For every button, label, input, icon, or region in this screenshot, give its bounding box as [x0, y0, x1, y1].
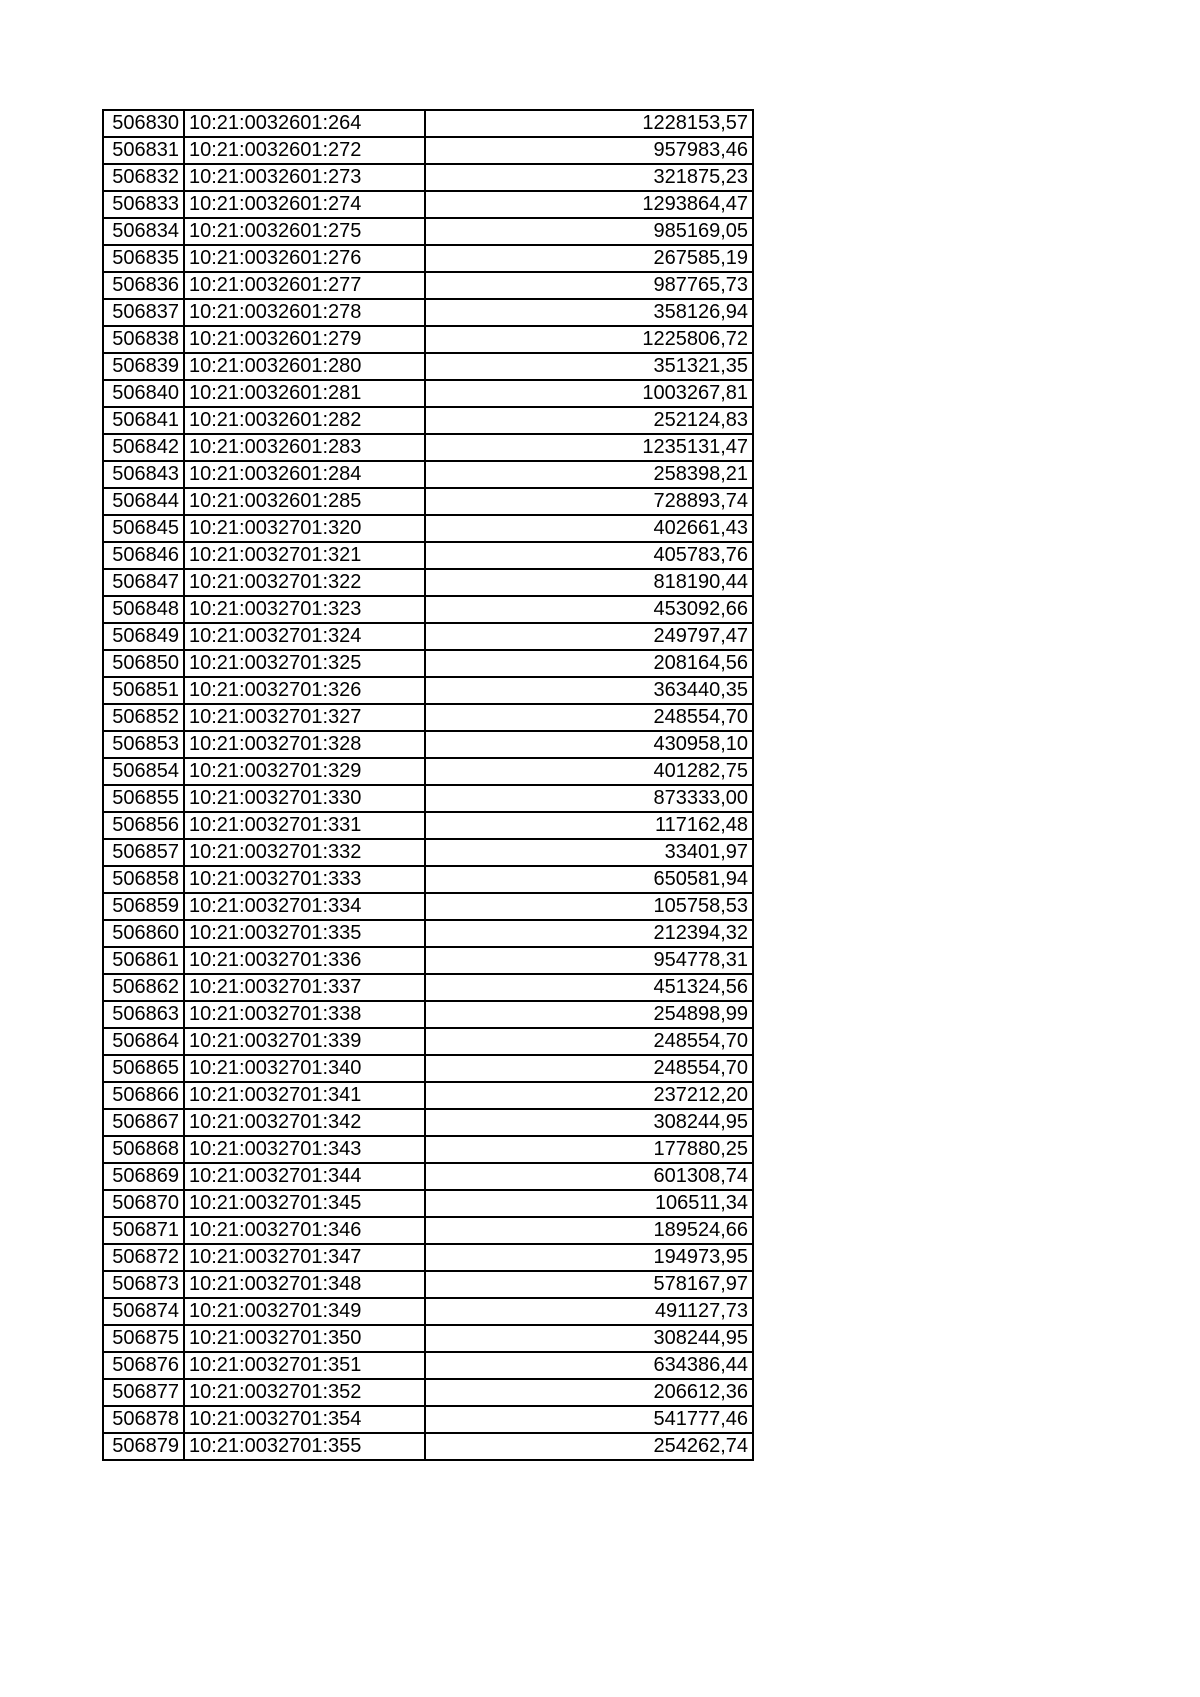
row-number-cell: 506865	[103, 1055, 184, 1082]
cadastral-number-cell: 10:21:0032701:348	[184, 1271, 425, 1298]
row-number-cell: 506831	[103, 137, 184, 164]
row-number-cell: 506838	[103, 326, 184, 353]
table-row	[103, 785, 753, 812]
cadastral-number-cell: 10:21:0032601:264	[184, 110, 425, 137]
row-number-cell: 506848	[103, 596, 184, 623]
row-number-cell: 506859	[103, 893, 184, 920]
table-row	[103, 650, 753, 677]
value-cell: 248554,70	[425, 1028, 753, 1055]
value-cell: 451324,56	[425, 974, 753, 1001]
row-number-cell: 506868	[103, 1136, 184, 1163]
row-number-cell: 506834	[103, 218, 184, 245]
row-number-cell: 506837	[103, 299, 184, 326]
table-body	[103, 110, 753, 1460]
table-row	[103, 380, 753, 407]
value-cell: 358126,94	[425, 299, 753, 326]
row-number-cell: 506871	[103, 1217, 184, 1244]
table-row	[103, 731, 753, 758]
cadastral-number-cell: 10:21:0032601:281	[184, 380, 425, 407]
cadastral-number-cell: 10:21:0032701:344	[184, 1163, 425, 1190]
row-number-cell: 506844	[103, 488, 184, 515]
value-cell: 1228153,57	[425, 110, 753, 137]
cadastral-number-cell: 10:21:0032701:332	[184, 839, 425, 866]
value-cell: 117162,48	[425, 812, 753, 839]
value-cell: 1003267,81	[425, 380, 753, 407]
cadastral-number-cell: 10:21:0032601:276	[184, 245, 425, 272]
row-number-cell: 506839	[103, 353, 184, 380]
row-number-cell: 506851	[103, 677, 184, 704]
value-cell: 254262,74	[425, 1433, 753, 1460]
table-row	[103, 1055, 753, 1082]
table-row	[103, 110, 753, 137]
value-cell: 308244,95	[425, 1325, 753, 1352]
value-cell: 189524,66	[425, 1217, 753, 1244]
table-row	[103, 353, 753, 380]
row-number-cell: 506857	[103, 839, 184, 866]
cadastral-number-cell: 10:21:0032701:322	[184, 569, 425, 596]
cadastral-number-cell: 10:21:0032701:347	[184, 1244, 425, 1271]
table-row	[103, 1379, 753, 1406]
value-cell: 248554,70	[425, 1055, 753, 1082]
cadastral-number-cell: 10:21:0032701:331	[184, 812, 425, 839]
table-row	[103, 677, 753, 704]
cadastral-value-table	[102, 109, 754, 1461]
row-number-cell: 506878	[103, 1406, 184, 1433]
row-number-cell: 506845	[103, 515, 184, 542]
cadastral-number-cell: 10:21:0032601:282	[184, 407, 425, 434]
cadastral-number-cell: 10:21:0032701:320	[184, 515, 425, 542]
row-number-cell: 506836	[103, 272, 184, 299]
cadastral-number-cell: 10:21:0032701:350	[184, 1325, 425, 1352]
table-row	[103, 1082, 753, 1109]
table-row	[103, 1028, 753, 1055]
cadastral-number-cell: 10:21:0032701:324	[184, 623, 425, 650]
cadastral-number-cell: 10:21:0032701:330	[184, 785, 425, 812]
table-row	[103, 1244, 753, 1271]
table-row	[103, 1001, 753, 1028]
row-number-cell: 506869	[103, 1163, 184, 1190]
row-number-cell: 506863	[103, 1001, 184, 1028]
table-row	[103, 407, 753, 434]
value-cell: 177880,25	[425, 1136, 753, 1163]
table-row	[103, 974, 753, 1001]
value-cell: 267585,19	[425, 245, 753, 272]
cadastral-number-cell: 10:21:0032701:337	[184, 974, 425, 1001]
value-cell: 578167,97	[425, 1271, 753, 1298]
table-row	[103, 947, 753, 974]
value-cell: 634386,44	[425, 1352, 753, 1379]
table-row	[103, 164, 753, 191]
value-cell: 105758,53	[425, 893, 753, 920]
row-number-cell: 506854	[103, 758, 184, 785]
row-number-cell: 506873	[103, 1271, 184, 1298]
value-cell: 248554,70	[425, 704, 753, 731]
value-cell: 985169,05	[425, 218, 753, 245]
value-cell: 212394,32	[425, 920, 753, 947]
value-cell: 208164,56	[425, 650, 753, 677]
row-number-cell: 506855	[103, 785, 184, 812]
cadastral-number-cell: 10:21:0032701:351	[184, 1352, 425, 1379]
row-number-cell: 506872	[103, 1244, 184, 1271]
value-cell: 33401,97	[425, 839, 753, 866]
table-row	[103, 839, 753, 866]
table-row	[103, 218, 753, 245]
cadastral-number-cell: 10:21:0032701:343	[184, 1136, 425, 1163]
value-cell: 206612,36	[425, 1379, 753, 1406]
row-number-cell: 506830	[103, 110, 184, 137]
cadastral-number-cell: 10:21:0032701:338	[184, 1001, 425, 1028]
value-cell: 106511,34	[425, 1190, 753, 1217]
table-row	[103, 1433, 753, 1460]
cadastral-number-cell: 10:21:0032701:354	[184, 1406, 425, 1433]
table-row	[103, 272, 753, 299]
row-number-cell: 506866	[103, 1082, 184, 1109]
cadastral-number-cell: 10:21:0032701:352	[184, 1379, 425, 1406]
cadastral-number-cell: 10:21:0032601:278	[184, 299, 425, 326]
value-cell: 453092,66	[425, 596, 753, 623]
row-number-cell: 506870	[103, 1190, 184, 1217]
row-number-cell: 506832	[103, 164, 184, 191]
cadastral-number-cell: 10:21:0032601:272	[184, 137, 425, 164]
row-number-cell: 506852	[103, 704, 184, 731]
cadastral-number-cell: 10:21:0032701:341	[184, 1082, 425, 1109]
row-number-cell: 506847	[103, 569, 184, 596]
value-cell: 258398,21	[425, 461, 753, 488]
row-number-cell: 506879	[103, 1433, 184, 1460]
table-row	[103, 758, 753, 785]
row-number-cell: 506835	[103, 245, 184, 272]
cadastral-number-cell: 10:21:0032701:326	[184, 677, 425, 704]
table-row	[103, 1271, 753, 1298]
row-number-cell: 506858	[103, 866, 184, 893]
value-cell: 873333,00	[425, 785, 753, 812]
row-number-cell: 506860	[103, 920, 184, 947]
row-number-cell: 506849	[103, 623, 184, 650]
table-row	[103, 1325, 753, 1352]
row-number-cell: 506876	[103, 1352, 184, 1379]
cadastral-number-cell: 10:21:0032601:284	[184, 461, 425, 488]
table-row	[103, 623, 753, 650]
cadastral-number-cell: 10:21:0032601:273	[184, 164, 425, 191]
cadastral-number-cell: 10:21:0032601:280	[184, 353, 425, 380]
value-cell: 194973,95	[425, 1244, 753, 1271]
table-row	[103, 1217, 753, 1244]
table-row	[103, 596, 753, 623]
cadastral-number-cell: 10:21:0032701:336	[184, 947, 425, 974]
cadastral-number-cell: 10:21:0032701:334	[184, 893, 425, 920]
cadastral-number-cell: 10:21:0032701:340	[184, 1055, 425, 1082]
cadastral-number-cell: 10:21:0032701:335	[184, 920, 425, 947]
value-cell: 402661,43	[425, 515, 753, 542]
cadastral-number-cell: 10:21:0032701:345	[184, 1190, 425, 1217]
row-number-cell: 506864	[103, 1028, 184, 1055]
row-number-cell: 506843	[103, 461, 184, 488]
value-cell: 650581,94	[425, 866, 753, 893]
value-cell: 249797,47	[425, 623, 753, 650]
cadastral-number-cell: 10:21:0032601:277	[184, 272, 425, 299]
cadastral-number-cell: 10:21:0032701:333	[184, 866, 425, 893]
row-number-cell: 506850	[103, 650, 184, 677]
row-number-cell: 506875	[103, 1325, 184, 1352]
table-row	[103, 326, 753, 353]
table-row	[103, 245, 753, 272]
value-cell: 601308,74	[425, 1163, 753, 1190]
cadastral-number-cell: 10:21:0032701:327	[184, 704, 425, 731]
row-number-cell: 506862	[103, 974, 184, 1001]
value-cell: 541777,46	[425, 1406, 753, 1433]
table-row	[103, 812, 753, 839]
cadastral-number-cell: 10:21:0032701:329	[184, 758, 425, 785]
table-row	[103, 299, 753, 326]
row-number-cell: 506874	[103, 1298, 184, 1325]
table-row	[103, 515, 753, 542]
table-row	[103, 461, 753, 488]
cadastral-number-cell: 10:21:0032701:355	[184, 1433, 425, 1460]
row-number-cell: 506861	[103, 947, 184, 974]
table-row	[103, 1406, 753, 1433]
value-cell: 237212,20	[425, 1082, 753, 1109]
table-row	[103, 1163, 753, 1190]
table-row	[103, 137, 753, 164]
value-cell: 405783,76	[425, 542, 753, 569]
cadastral-number-cell: 10:21:0032701:342	[184, 1109, 425, 1136]
row-number-cell: 506841	[103, 407, 184, 434]
value-cell: 954778,31	[425, 947, 753, 974]
value-cell: 1293864,47	[425, 191, 753, 218]
value-cell: 1235131,47	[425, 434, 753, 461]
table-row	[103, 488, 753, 515]
table-row	[103, 893, 753, 920]
table-row	[103, 704, 753, 731]
cadastral-number-cell: 10:21:0032701:323	[184, 596, 425, 623]
cadastral-number-cell: 10:21:0032601:285	[184, 488, 425, 515]
value-cell: 430958,10	[425, 731, 753, 758]
cadastral-number-cell: 10:21:0032701:346	[184, 1217, 425, 1244]
cadastral-number-cell: 10:21:0032601:274	[184, 191, 425, 218]
cadastral-number-cell: 10:21:0032701:339	[184, 1028, 425, 1055]
value-cell: 957983,46	[425, 137, 753, 164]
value-cell: 987765,73	[425, 272, 753, 299]
cadastral-number-cell: 10:21:0032601:283	[184, 434, 425, 461]
row-number-cell: 506840	[103, 380, 184, 407]
value-cell: 401282,75	[425, 758, 753, 785]
value-cell: 491127,73	[425, 1298, 753, 1325]
row-number-cell: 506853	[103, 731, 184, 758]
table-row	[103, 1298, 753, 1325]
row-number-cell: 506877	[103, 1379, 184, 1406]
table-row	[103, 920, 753, 947]
value-cell: 1225806,72	[425, 326, 753, 353]
value-cell: 728893,74	[425, 488, 753, 515]
value-cell: 363440,35	[425, 677, 753, 704]
cadastral-number-cell: 10:21:0032601:275	[184, 218, 425, 245]
table-row	[103, 1190, 753, 1217]
value-cell: 308244,95	[425, 1109, 753, 1136]
table-row	[103, 1109, 753, 1136]
table-row	[103, 569, 753, 596]
table-row	[103, 1136, 753, 1163]
row-number-cell: 506846	[103, 542, 184, 569]
value-cell: 254898,99	[425, 1001, 753, 1028]
value-cell: 321875,23	[425, 164, 753, 191]
cadastral-number-cell: 10:21:0032701:328	[184, 731, 425, 758]
cadastral-number-cell: 10:21:0032601:279	[184, 326, 425, 353]
value-cell: 351321,35	[425, 353, 753, 380]
value-cell: 252124,83	[425, 407, 753, 434]
table-row	[103, 542, 753, 569]
row-number-cell: 506833	[103, 191, 184, 218]
cadastral-number-cell: 10:21:0032701:321	[184, 542, 425, 569]
cadastral-number-cell: 10:21:0032701:325	[184, 650, 425, 677]
row-number-cell: 506856	[103, 812, 184, 839]
table-row	[103, 191, 753, 218]
row-number-cell: 506842	[103, 434, 184, 461]
table-row	[103, 866, 753, 893]
table-row	[103, 1352, 753, 1379]
cadastral-number-cell: 10:21:0032701:349	[184, 1298, 425, 1325]
row-number-cell: 506867	[103, 1109, 184, 1136]
value-cell: 818190,44	[425, 569, 753, 596]
table-row	[103, 434, 753, 461]
